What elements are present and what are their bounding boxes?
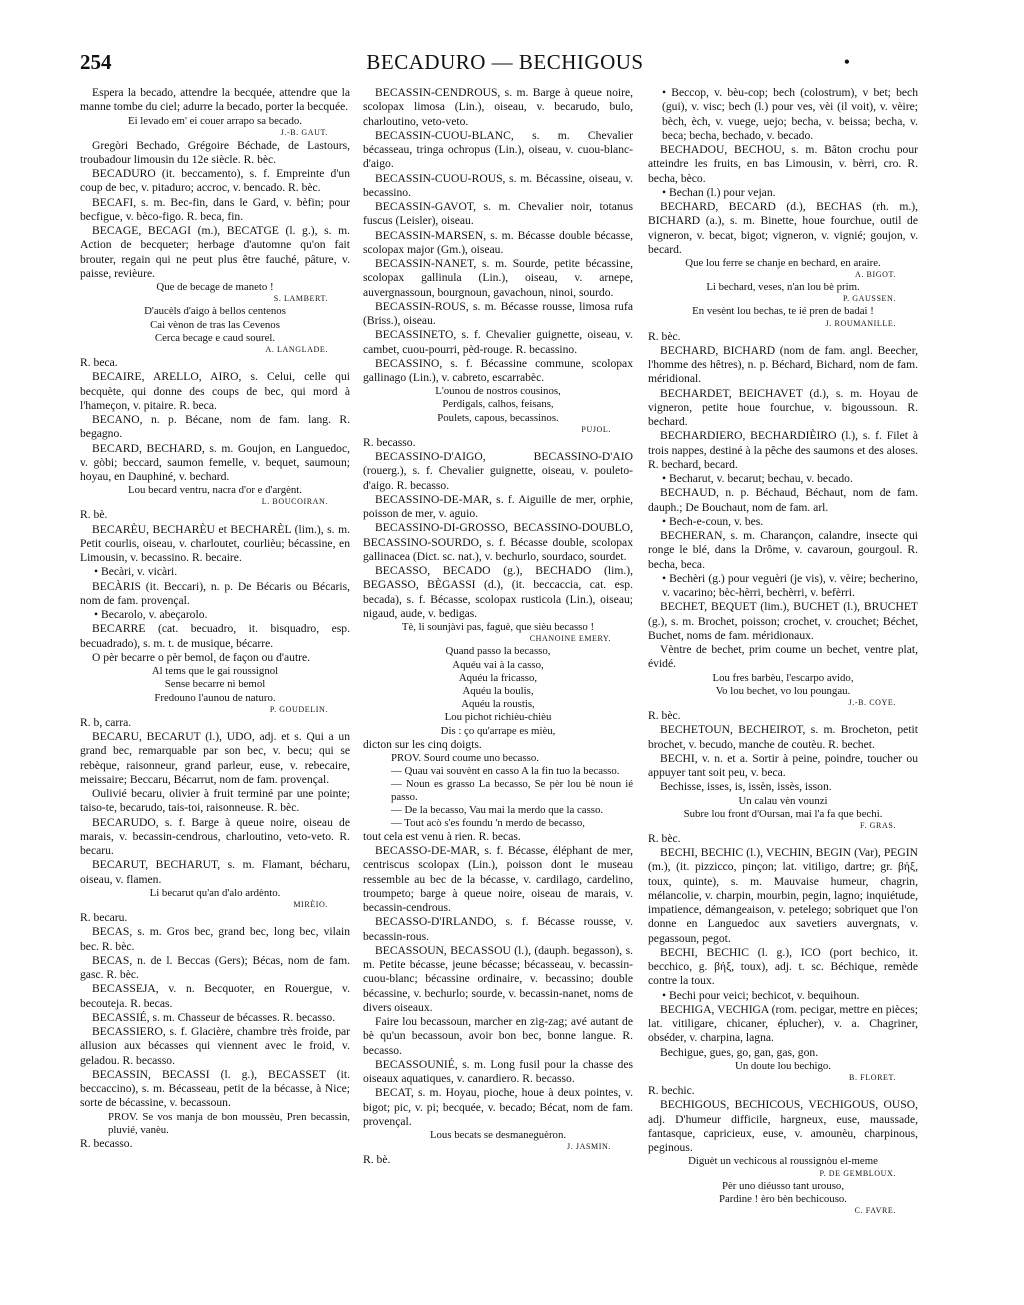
cross-reference-line: • Bech-e-coun, v. bes. (662, 514, 764, 528)
entry-paragraph: BECAIRE, ARELLO, AIRO, s. Celui, celle qui becquète, qui donne des coups de bec, qui mord à l'hameçon, v. pitaire. R. beca. (80, 370, 350, 412)
quotation-source: L. BOUCOIRAN. (261, 497, 328, 507)
quotation-line: Lous becats se desmaneguèron. (429, 1129, 567, 1142)
entry-paragraph: BECHI, v. n. et a. Sortir à peine, poindre, toucher ou appuyer tant soit peu, v. beca. (648, 751, 918, 780)
etymology-reference: R. becasso. (363, 435, 416, 449)
entry-paragraph: Oulivié becaru, olivier à fruit terminé par une pointe; taiso-te, becarudo, tais-toi, raisonneuse. R. bèc. (80, 787, 350, 815)
etymology-reference: R. bè. (363, 1153, 391, 1167)
proverb-line: — Quau vai souvènt en casso A la fin tuo la becasso. (391, 764, 620, 777)
entry-paragraph: BECASSIN-CENDROUS, s. m. Barge à queue noire, scolopax limosa (Lin.), oiseau, v. becarudo, bulo, charloutino, veto-veto. (363, 86, 633, 128)
etymology-reference: R. bèc. (648, 831, 681, 845)
entry-paragraph: Espera la becado, attendre la becquée, attendre que la manne tombe du ciel; adurre la becado, porter la becquée. (80, 86, 350, 114)
quotation-source: J.-B. GAUT. (280, 127, 328, 137)
entry-paragraph: BECASSIERO, s. f. Glacière, chambre très froide, par allusion aux bécasses qui viennent avec le froid, v. geladou. R. becasso. (80, 1025, 350, 1067)
entry-paragraph: BECASSINETO, s. f. Chevalier guignette, oiseau, v. cambet, cuou-pourri, pèd-rouge. R. becassino. (363, 328, 633, 356)
quotation-line: Cerca becage e caud sourel. (154, 331, 276, 344)
entry-paragraph: BECARUDO, s. f. Barge à queue noire, oiseau de marais, v. becassin-cendrous, charloutino, veto-veto. R. becaru. (80, 815, 350, 858)
quotation-line: D'aucèls d'aigo à bellos centenos (144, 305, 286, 318)
page-number: 254 (80, 50, 112, 74)
entry-paragraph: Faire lou becassoun, marcher en zig-zag; avé autant de bè qu'un becassoun, avoir bon bec, bonne langue. R. becasso. (363, 1015, 633, 1057)
entry-paragraph: BECÀRIS (it. Beccari), n. p. De Bécaris ou Bécaris, nom de fam. provençal. (80, 579, 350, 607)
quotation-source: A. LANGLADE. (265, 345, 328, 355)
entry-paragraph: BECASSO, BECADO (g.), BECHADO (lim.), BEGASSO, BÈGASSI (d.), (it. beccaccia, cat. esp. becada), s. f. Bécasse, scolopax rusticola (Lin.), oiseau; nigaud, aude, v. bedigas. (363, 564, 633, 620)
quotation-line: Un calau vèn vounzi (738, 794, 828, 807)
quotation-line: Aquéu la fricasso, (458, 671, 538, 684)
entry-paragraph: BECASSO-D'IRLANDO, s. f. Bécasse rousse, v. becassin-rous. (363, 915, 633, 943)
cross-reference-line: • Beccop, v. bèu-cop; bech (colostrum), v bet; bech (gui), v. visc; bech (l.) pour ves, vèi (il voit), v. vèire; bèch, èch, v. vuege, uejo; becha, v. beissa; becha, v. beca; becha, bechado, v. becado. (662, 86, 918, 142)
quotation-line: Fredouno l'aunou de naturo. (154, 691, 276, 704)
quotation-source: MIRÈIO. (293, 900, 328, 910)
quotation-line: Al tems que le gai roussignol (151, 665, 279, 678)
quotation-source: P. GAUSSEN. (842, 294, 896, 304)
entry-paragraph: BECASSIN-MARSEN, s. m. Bécasse double bécasse, scolopax major (Gm.), oiseau. (363, 228, 633, 256)
quotation-line: Dis : ço qu'arrape es mièu, (440, 724, 556, 737)
quotation-line: Vo lou bechet, vo lou poungau. (715, 684, 851, 697)
entry-paragraph: BECASSINO-DE-MAR, s. f. Aiguille de mer, orphie, poisson de mer, v. aguio. (363, 492, 633, 521)
cross-reference-line: • Bechi pour veici; bechicot, v. bequihoun. (662, 988, 860, 1002)
entry-paragraph: BECASSOUNIÉ, s. m. Long fusil pour la chasse des oiseaux aquatiques, v. canardiero. R. becasso. (363, 1057, 633, 1086)
entry-paragraph: BECASSIN, BECASSI (l. g.), BECASSET (it. beccaccino), s. m. Bécasseau, petit de la bécasse, à Nice; sorte de bécassine, v. becassoun. (80, 1067, 350, 1110)
entry-paragraph: BECHI, BECHIC (l.), VECHIN, BEGIN (Var), PEGIN (m.), (it. pizzicco, pinçon; lat. vitiligo, dartre; gr. βήξ, toux, quinte), s. m. Mauvaise humeur, chagrin, mélancolie, v. charpin, mourbin, pegin, lagno; inquiétude, impatience, démangeaison, v. petelego; sobriquet que l'on donne en Languedoc aux savetiers auvergnats, v. pegassoun, pegot. (648, 846, 918, 945)
quotation-line: Sense becarre ni bemol (164, 678, 266, 691)
entry-paragraph: BECHARD, BECARD (d.), BECHAS (rh. m.), BICHARD (a.), s. m. Binette, houe fourchue, outil de vigneron, v. becat, bigot; vigneron, v. vignié; goujon, v. becard. (648, 200, 918, 256)
cross-reference-line: • Becàri, v. vicàri. (94, 565, 178, 579)
cross-reference-line: • Bechan (l.) pour vejan. (662, 185, 776, 199)
entry-paragraph: BECAS, s. m. Gros bec, grand bec, long bec, vilain bec. R. bèc. (80, 925, 350, 953)
quotation-line: Que de becage de maneto ! (156, 281, 274, 294)
entry-paragraph: BECHARD, BICHARD (nom de fam. angl. Beecher, l'homme des hêtres), n. p. Béchard, Bichard, nom de fam. méridional. (648, 343, 918, 386)
column-1 (80, 86, 350, 1286)
quotation-line: Que lou ferre se chanje en bechard, en araire. (685, 257, 881, 269)
entry-paragraph: BECARRE (cat. becuadro, it. bisquadro, esp. becuadrado), s. m. t. de musique, bécarre. (80, 622, 350, 650)
entry-paragraph: BECHERAN, s. m. Charançon, calandre, insecte qui ronge le blé, dans la Drôme, v. cavaroun, gourgoul. R. becha, beca. (648, 529, 918, 571)
entry-paragraph: BECHI, BECHIC (l. g.), ICO (port bechico, it. becchico, g. βήξ, toux), adj. t. sc. Béchique, remède contre la toux. (648, 945, 918, 988)
entry-paragraph: BECADURO (it. beccamento), s. f. Empreinte d'un coup de bec, v. pitaduro; accroc, v. bencado. R. bèc. (80, 167, 350, 195)
cross-reference-line: • Becarolo, v. abeçarolo. (94, 608, 208, 622)
entry-paragraph: BECASSIÉ, s. m. Chasseur de bécasses. R. becasso. (92, 1010, 336, 1024)
etymology-reference: R. beca. (80, 356, 118, 370)
quotation-line: Subre lou front d'Oursan, mai l'a fa que bechi. (683, 807, 883, 820)
quotation-line: Poulets, capous, becassinos. (437, 411, 559, 424)
entry-paragraph: Bechigue, gues, go, gan, gas, gon. (660, 1045, 819, 1059)
entry-paragraph: BECHADOU, BECHOU, s. m. Bâton crochu pour atteindre les fruits, en bas Limousin, v. bèrri, cro. R. becha, bèco. (648, 143, 918, 185)
entry-paragraph: O pèr becarre o pèr bemol, de façon ou d'autre. (92, 650, 311, 664)
entry-paragraph: BECHAUD, n. p. Béchaud, Béchaut, nom de fam. dauph.; De Bouchaut, nom de fam. arl. (648, 486, 918, 514)
entry-paragraph: BECAGE, BECAGI (m.), BECATGE (l. g.), s. m. Action de becqueter; herbage d'automne qu'on fait brouter, regain qui ne peut plus être fauché, pâture, v. paisse, revièure. (80, 224, 350, 280)
quotation-line: Quand passo la becasso, (445, 645, 551, 658)
entry-paragraph: BECHIGA, VECHIGA (rom. pecigar, mettre en pièces; lat. vitiligare, chicaner, éplucher), v. a. Chagriner, obséder, v. charpina, lagna. (648, 1002, 918, 1045)
entry-paragraph: BECAFI, s. m. Bec-fin, dans le Gard, v. bèfin; pour becfigue, v. bèco-figo. R. beca, fin. (80, 195, 350, 223)
proverb-line: — Tout acò s'es foundu 'n merdo de becasso, (391, 816, 585, 829)
quotation-source: J. ROUMANILLE. (825, 318, 896, 328)
quotation-line: Ei levado em' ei couer arrapo sa becado. (127, 114, 302, 127)
entry-paragraph: Bechisse, isses, is, issèn, issès, isson. (660, 780, 832, 794)
entry-paragraph: BECASSIN-CUOU-BLANC, s. m. Chevalier bécasseau, tringa ochropus (Lin.), oiseau, v. cuou-blanc-d'aigo. (363, 128, 633, 171)
quotation-source: S. LAMBERT. (273, 294, 328, 304)
etymology-reference: R. becasso. (80, 1136, 133, 1150)
quotation-line: Lou fres barbèu, l'escarpo avido, (712, 671, 854, 684)
entry-paragraph: BECANO, n. p. Bécane, nom de fam. lang. R. begagno. (80, 413, 350, 441)
entry-paragraph: BECASSOUN, BECASSOU (l.), (dauph. begasson), s. m. Petite bécasse, jeune bécasse; bécasseau, v. becassin-cuou-blanc; bécassine ordinaire, v. becassino; double bécassine, v. bechurlo; sourde, v. becassin-nanet, noms de divers oiseaux. (363, 943, 633, 1014)
etymology-reference: R. bèc. (648, 709, 681, 723)
proverb-line: PROV. Se vos manja de bon moussèu, Pren becassin, pluvié, vanèu. (108, 1110, 350, 1136)
quotation-source: F. GRAS. (860, 820, 896, 830)
etymology-reference: tout cela est venu à rien. R. becas. (363, 829, 521, 843)
quotation-source: J.-B. COYE. (848, 698, 896, 708)
entry-paragraph: BECASSINO-D'AIGO, BECASSINO-D'AIO (rouerg.), s. f. Chevalier guignette, oiseau, v. pouleto-d'aigo. R. becasso. (363, 450, 633, 492)
quotation-source: CHANOINE EMERY. (529, 634, 611, 644)
quotation-line: Aquéu la boulis, (462, 684, 534, 697)
entry-paragraph: Gregòri Bechado, Grégoire Béchade, de Lastours, troubadour limousin du 12e siècle. R. bèc. (80, 138, 350, 166)
entry-paragraph: BECHETOUN, BECHEIROT, s. m. Brocheton, petit brochet, v. becudo, manche de coutèu. R. bechet. (648, 723, 918, 751)
quotation-line: Lou pichot richièu-chièu (444, 711, 552, 724)
entry-paragraph: BECARD, BECHARD, s. m. Goujon, en Languedoc, v. gòbi; beccard, saumon femelle, v. bequet, saumoun; hoyau, en Dauphiné, v. bechard. (80, 441, 350, 484)
entry-paragraph: BECASSIN-GAVOT, s. m. Chevalier noir, totanus fuscus (Leisler), oiseau. (363, 200, 633, 228)
quotation-line: Tè, li sounjàvi pas, faguè, que sièu becasso ! (401, 621, 595, 634)
etymology-reference: R. bèc. (648, 329, 681, 343)
quotation-line: Cai vènon de tras las Cevenos (150, 318, 280, 331)
entry-paragraph: BECASSINO-DI-GROSSO, BECASSINO-DOUBLO, BECASSINO-SOURDO, s. f. Bécasse double, scolopax gallinacea (Dict. sc. nat.), v. bechurlo, sourdaco, sourdet. (363, 521, 633, 563)
entry-paragraph: BECARUT, BECHARUT, s. m. Flamant, bécharu, oiseau, v. flamen. (80, 858, 350, 886)
etymology-reference: R. bechic. (648, 1084, 695, 1098)
quotation-line: Aquéu vai à la casso, (452, 658, 544, 671)
quotation-line: Pèr uno diéusso tant urouso, (721, 1179, 845, 1192)
quotation-line: Aquéu la roustis, (461, 698, 535, 711)
running-head: BECADURO — BECHIGOUS (366, 50, 644, 74)
entry-paragraph: BECASSEJA, v. n. Becquoter, en Rouergue, v. becouteja. R. becas. (80, 982, 350, 1010)
quotation-source: P. DE GEMBLOUX. (819, 1168, 896, 1178)
entry-paragraph: BECARU, BECARUT (l.), UDO, adj. et s. Qui a un grand bec, remarquable par son bec, v. becu; qui se rebèque, raisonneur, grand parleur, euse, v. rebecaire, meissaire; Beccaru, Bécarrut, nom de fam. provençal. (80, 730, 350, 786)
quotation-line: Li becarut qu'an d'alo ardènto. (149, 886, 281, 899)
quotation-source: A. BIGOT. (854, 270, 896, 280)
entry-paragraph: BECASSIN-NANET, s. m. Sourde, petite bécassine, scolopax gallinula (Lin.), oiseau, v. arnepe, auvergnassoun, bourgnoun, gavachoun, ninoi, sourdo. (363, 257, 633, 299)
entry-paragraph: BECASSIN-ROUS, s. m. Bécasse rousse, limosa rufa (Briss.), oiseau. (363, 299, 633, 327)
page-header (80, 50, 930, 80)
etymology-reference: dicton sur les cinq doigts. (363, 737, 482, 751)
entry-paragraph: BECHARDET, BEICHAVET (d.), s. m. Hoyau de vigneron, petite houe fourchue, v. bigoussoun. R. bechard. (648, 386, 918, 429)
cross-reference-line: • Becharut, v. becarut; bechau, v. becado. (662, 472, 853, 486)
entry-paragraph: Vèntre de bechet, prim coume un bechet, ventre plat, évidé. (648, 643, 918, 671)
entry-paragraph: BECASSIN-CUOU-ROUS, s. m. Bécassine, oiseau, v. becassino. (363, 171, 633, 199)
quotation-source: B. FLORET. (849, 1073, 896, 1083)
entry-paragraph: BECAS, n. de l. Beccas (Gers); Bécas, nom de fam. gasc. R. bèc. (80, 953, 350, 982)
quotation-line: Perdigals, calhos, feisans, (442, 398, 554, 411)
quotation-line: En vesènt lou bechas, te ié pren de badai ! (692, 305, 874, 318)
entry-paragraph: BECHARDIERO, BECHARDIÈIRO (l.), s. f. Filet à trois nappes, destiné à la pêche des saumons et des aloses. R. bechard, becard. (648, 429, 918, 471)
entry-paragraph: BECHET, BEQUET (lim.), BUCHET (l.), BRUCHET (g.), s. m. Brochet, poisson; crochet, v. crouchet; Béchet, Buchet, noms de fam. méridionaux. (648, 600, 918, 642)
etymology-reference: R. becaru. (80, 911, 128, 925)
quotation-line: Lou becard ventru, nacra d'or e d'argènt. (128, 484, 302, 497)
entry-paragraph: BECASSO-DE-MAR, s. f. Bécasse, éléphant de mer, centriscus scolopax (Lin.), poisson dont le museau ressemble au bec de la bécasse, v. cardilago, cardelino, troumpeto; barge à queue noire, oiseau de marais, v. becassin-cendrous. (363, 844, 633, 915)
quotation-source: P. GOUDELIN. (269, 704, 328, 714)
entry-paragraph: BECAT, s. m. Hoyau, pioche, houe à deux pointes, v. bigot; pic, v. pi; becquée, v. becado; Bécat, nom de fam. provençal. (363, 1086, 633, 1128)
quotation-source: PUJOL. (581, 424, 611, 434)
etymology-reference: R. b, carra. (80, 715, 132, 729)
proverb-line: — De la becasso, Vau mai la merdo que la casso. (391, 803, 604, 816)
header-bullet-mark: • (843, 52, 850, 72)
quotation-source: C. FAVRE. (854, 1205, 896, 1215)
proverb-line: PROV. Sourd coume uno becasso. (391, 751, 539, 764)
cross-reference-line: • Bechèri (g.) pour veguèri (je vis), v. vèire; becherino, v. vacarino; bèc-hèrri, bechèrri, v. befèrri. (662, 571, 918, 600)
etymology-reference: R. bè. (80, 508, 108, 522)
quotation-line: Diguèt un vechicous al roussignòu el-meme (688, 1155, 878, 1168)
quotation-line: Un doute lou bechigo. (735, 1059, 831, 1072)
quotation-source: J. JASMIN. (566, 1142, 611, 1152)
quotation-line: Li bechard, veses, n'an lou bè prim. (706, 281, 860, 294)
proverb-line: — Noun es grasso La becasso, Se pèr lou bè noun ié passo. (391, 777, 633, 803)
quotation-line: Pardine ! èro bèn bechicouso. (718, 1192, 848, 1205)
entry-paragraph: BECASSINO, s. f. Bécassine commune, scolopax gallinago (Lin.), v. cabreto, escarrabèc. (363, 356, 633, 384)
column-2 (363, 86, 633, 1286)
entry-paragraph: BECARÈU, BECHARÈU et BECHARÈL (lim.), s. m. Petit courlis, oiseau, v. charloutet, courlièu; bécassine, en Limousin, v. becassino. R. becaire. (80, 522, 350, 565)
entry-paragraph: BECHIGOUS, BECHICOUS, VECHIGOUS, OUSO, adj. D'humeur difficile, hargneux, euse, maussade, fantasque, capricieux, euse, v. amounèu, charpinous, peginous. (648, 1098, 918, 1155)
column-3 (648, 86, 918, 1286)
quotation-line: L'ounou de nostros cousinos, (435, 385, 561, 398)
